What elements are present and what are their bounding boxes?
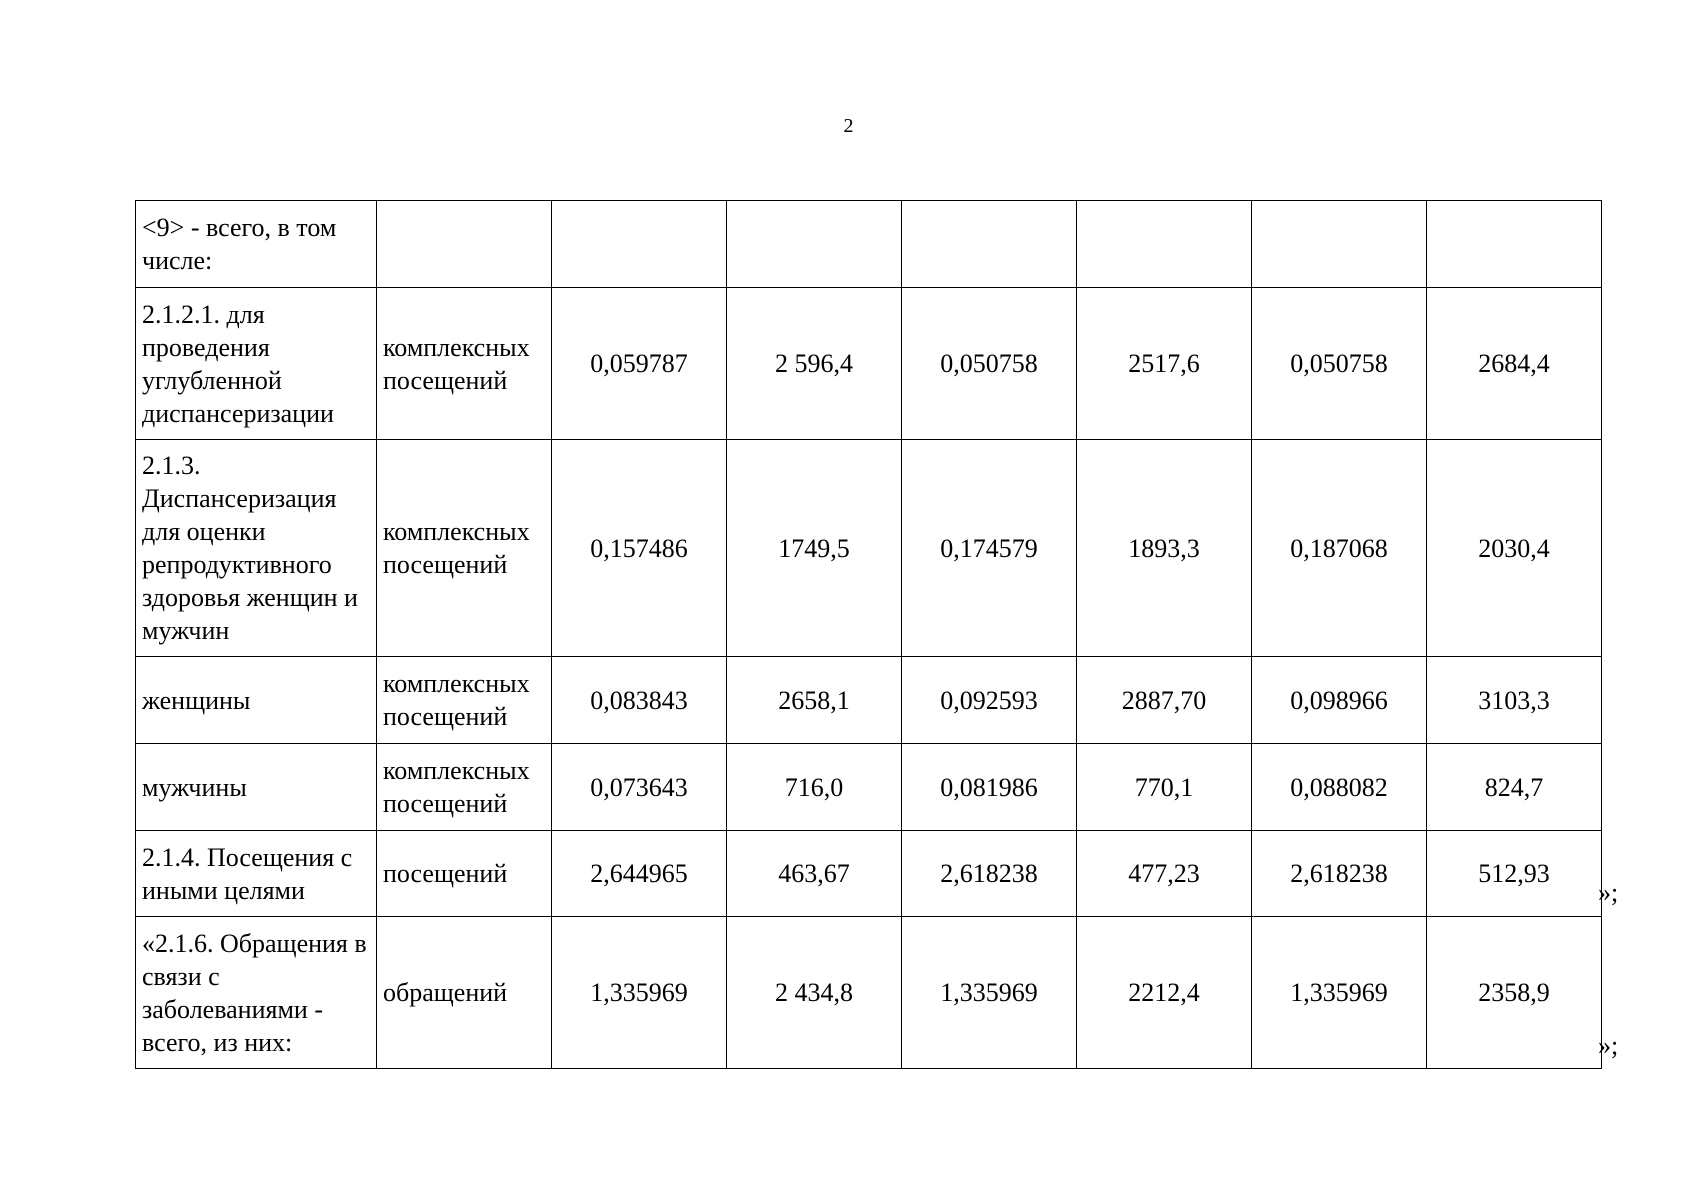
table-row (136, 831, 1602, 917)
row-value: 0,092593 (902, 657, 1077, 744)
row-value: 2 596,4 (727, 288, 902, 440)
row-value: 2658,1 (727, 657, 902, 744)
row-name: <9> - всего, в том числе: (136, 201, 377, 288)
row-value: 1,335969 (552, 917, 727, 1069)
row-unit: комплексных посещений (377, 744, 552, 831)
table-row (136, 917, 1602, 1069)
row-value (1077, 201, 1252, 288)
row-name: 2.1.3. Диспансеризация для оценки репродуктивного здоровья женщин и мужчин (136, 440, 377, 657)
page-number: 2 (843, 115, 854, 137)
row-value: 477,23 (1077, 831, 1252, 917)
row-value: 2887,70 (1077, 657, 1252, 744)
row-value: 0,187068 (1252, 440, 1427, 657)
row-value: 0,098966 (1252, 657, 1427, 744)
row-value (552, 201, 727, 288)
row-value: 3103,3 (1427, 657, 1602, 744)
row-value: 0,050758 (902, 288, 1077, 440)
row-value: 716,0 (727, 744, 902, 831)
row-value: 0,073643 (552, 744, 727, 831)
row-value: 0,174579 (902, 440, 1077, 657)
row-value (1252, 201, 1427, 288)
row-name: 2.1.4. Посещения с иными целями (136, 831, 377, 917)
row-unit: комплексных посещений (377, 288, 552, 440)
row-value: 824,7 (1427, 744, 1602, 831)
row-value (1427, 201, 1602, 288)
closing-quote-mark: »; (1598, 1031, 1619, 1060)
row-value: 0,088082 (1252, 744, 1427, 831)
row-unit: комплексных посещений (377, 440, 552, 657)
row-value: 1749,5 (727, 440, 902, 657)
row-unit: обращений (377, 917, 552, 1069)
row-value: 1893,3 (1077, 440, 1252, 657)
row-name: женщины (136, 657, 377, 744)
row-value: 2212,4 (1077, 917, 1252, 1069)
row-value: 2517,6 (1077, 288, 1252, 440)
table-row (136, 657, 1602, 744)
row-value: 1,335969 (1252, 917, 1427, 1069)
row-name: мужчины (136, 744, 377, 831)
row-value (902, 201, 1077, 288)
table-row (136, 201, 1602, 288)
row-value: 2684,4 (1427, 288, 1602, 440)
row-unit: посещений (377, 831, 552, 917)
row-value: 0,157486 (552, 440, 727, 657)
row-unit: комплексных посещений (377, 657, 552, 744)
row-value: 1,335969 (902, 917, 1077, 1069)
row-value: 2 434,8 (727, 917, 902, 1069)
row-value: 0,083843 (552, 657, 727, 744)
table-row (136, 440, 1602, 657)
row-value: 2,618238 (1252, 831, 1427, 917)
data-table (135, 200, 1602, 1069)
table-row (136, 744, 1602, 831)
row-value: 512,93 (1427, 831, 1602, 917)
row-name: 2.1.2.1. для проведения углубленной диспансеризации (136, 288, 377, 440)
row-value: 463,67 (727, 831, 902, 917)
row-value: 0,050758 (1252, 288, 1427, 440)
row-value: 770,1 (1077, 744, 1252, 831)
row-name: «2.1.6. Обращения в связи с заболеваниями - всего, из них: (136, 917, 377, 1069)
row-unit (377, 201, 552, 288)
row-value (727, 201, 902, 288)
row-value: 0,081986 (902, 744, 1077, 831)
row-value: 2,644965 (552, 831, 727, 917)
row-value: 2358,9 (1427, 917, 1602, 1069)
row-value: 2,618238 (902, 831, 1077, 917)
table-row (136, 288, 1602, 440)
closing-quote-mark: »; (1598, 878, 1619, 907)
row-value: 2030,4 (1427, 440, 1602, 657)
row-value: 0,059787 (552, 288, 727, 440)
